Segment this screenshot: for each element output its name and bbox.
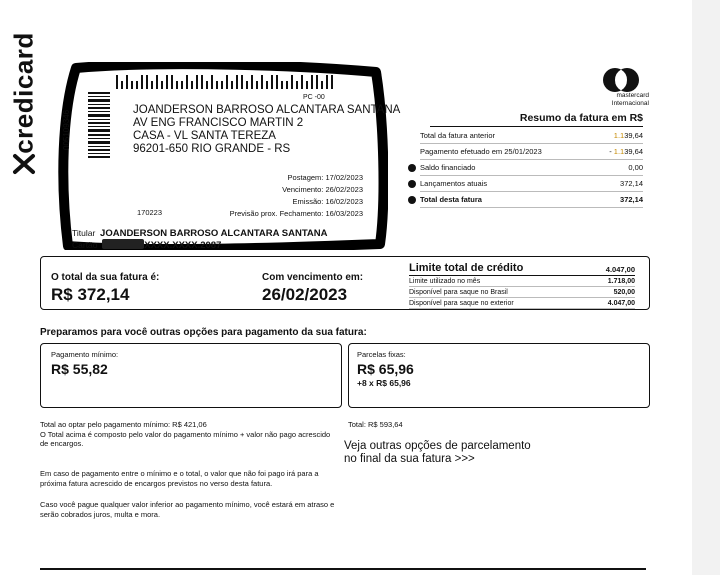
bullet-icon — [408, 196, 416, 204]
minimum-total-line: Total ao optar pelo pagamento mínimo: R$ 421,06 — [40, 420, 207, 429]
right-edge-band — [692, 0, 720, 575]
resumo-row — [420, 128, 643, 144]
card-number: XXXX.XXXX.2087 — [144, 240, 222, 251]
credit-limit-row-value: 520,00 — [613, 288, 635, 296]
resumo-row-value — [620, 195, 643, 204]
installments-total-text: Total: R$ 593,64 — [348, 420, 403, 429]
brand-block — [2, 8, 44, 178]
resumo-row-value — [628, 163, 643, 172]
bullet-icon — [408, 164, 416, 172]
resumo-table — [420, 128, 643, 208]
brand-name: credicard — [8, 32, 39, 154]
titular-name: JOANDERSON BARROSO ALCANTARA SANTANA — [100, 228, 328, 239]
bottom-divider — [40, 568, 646, 570]
resumo-row-label: Saldo financiado — [420, 163, 476, 172]
installments-label: Parcelas fixas: — [357, 350, 406, 359]
recipient-name: JOANDERSON BARROSO ALCANTARA SANTANA — [133, 104, 401, 116]
credit-limit-row — [409, 276, 635, 287]
address-line-2: CASA - VL SANTA TEREZA — [133, 130, 276, 142]
installments-sub: +8 x R$ 65,96 — [357, 378, 411, 388]
emissao-date: Emissão: 16/02/2023 — [292, 197, 363, 206]
options-heading: Preparamos para você outras opções para pagamento da sua fatura: — [40, 327, 367, 338]
value-rest: 39,64 — [624, 147, 643, 156]
credit-limit-row-label: Disponível para saque no Brasil — [409, 288, 508, 296]
postagem-date: Postagem: 17/02/2023 — [287, 173, 363, 182]
credit-limit-row-value: 4.047,00 — [607, 299, 635, 307]
credicard-logo-icon — [12, 152, 36, 176]
pc-code: PC -00 — [303, 94, 325, 101]
credit-limit-row — [409, 287, 635, 298]
mailing-address — [133, 104, 400, 156]
card-network-subtitle: Internacional — [611, 100, 649, 107]
credit-limit-panel — [409, 262, 635, 309]
resumo-row-label: Pagamento efetuado em 25/01/2023 — [420, 147, 542, 156]
due-date-label: Com vencimento em: — [262, 272, 364, 283]
minimum-total-text — [40, 420, 340, 449]
value-rest: 39,64 — [624, 131, 643, 140]
postal-barcode — [116, 73, 336, 89]
minimum-total-note: O Total acima é composto pelo valor do pagamento mínimo + valor não pago acrescido de encargos. — [40, 429, 331, 448]
side-barcode — [88, 92, 110, 158]
total-label: O total da sua fatura é: — [51, 272, 160, 283]
card-network-name: mastercard — [616, 92, 649, 99]
mastercard-logo-icon — [600, 66, 642, 94]
credit-limit-title: Limite total de crédito — [409, 262, 524, 274]
reference-code: 170223 — [137, 208, 163, 217]
resumo-row-value — [620, 179, 643, 188]
installments-value: R$ 65,96 — [357, 361, 414, 377]
more-options-line-1: Veja outras opções de parcelamento — [344, 440, 531, 452]
resumo-row — [420, 144, 643, 160]
address-line-3: 96201-650 RIO GRANDE - RS — [133, 143, 291, 155]
titular-label: Titular — [72, 228, 96, 238]
credit-limit-rows — [409, 276, 635, 309]
bullet-icon — [408, 180, 416, 188]
value-prefix: - — [609, 147, 614, 156]
credit-limit-row-label: Disponível para saque no exterior — [409, 299, 514, 307]
resumo-row-value — [614, 131, 643, 140]
resumo-title: Resumo da fatura em R$ — [430, 112, 643, 127]
credit-limit-total: 4.047,00 — [605, 265, 635, 274]
cartao-label: Cartão — [72, 240, 98, 250]
resumo-row — [420, 192, 643, 208]
credit-limit-title-row — [409, 262, 635, 276]
resumo-row-value — [609, 147, 643, 156]
redaction-mark — [102, 239, 144, 249]
more-options-text — [344, 440, 624, 466]
value-rest: 372,14 — [620, 179, 643, 188]
minimum-payment-label: Pagamento mínimo: — [51, 350, 119, 359]
vencimento-date: Vencimento: 26/02/2023 — [282, 185, 363, 194]
credit-limit-row — [409, 298, 635, 309]
more-options-line-2: no final da sua fatura >>> — [344, 453, 475, 465]
value-highlight: 1.1 — [613, 131, 625, 140]
credit-limit-row-value: 1.718,00 — [607, 277, 635, 285]
credit-limit-row-label: Limite utilizado no mês — [409, 277, 481, 285]
resumo-row — [420, 160, 643, 176]
value-rest: 0,00 — [628, 163, 643, 172]
document-number: 005109346 — [62, 109, 71, 150]
address-line-1: AV ENG FRANCISCO MARTIN 2 — [133, 117, 304, 129]
card-network — [586, 92, 649, 108]
resumo-row-label: Total desta fatura — [420, 195, 482, 204]
total-value: R$ 372,14 — [51, 285, 130, 304]
resumo-row — [420, 176, 643, 192]
note-between-payment: Em caso de pagamento entre o mínimo e o total, o valor que não foi pago irá para a próxima fatura acrescido de encargos previstos no verso desta fatura. — [40, 469, 319, 488]
mailing-dates — [200, 172, 363, 220]
due-date-value: 26/02/2023 — [262, 285, 348, 304]
card-holder — [72, 228, 328, 251]
resumo-row-label: Total da fatura anterior — [420, 131, 496, 140]
previsao-date: Previsão prox. Fechamento: 16/03/2023 — [229, 209, 363, 218]
value-rest: 372,14 — [620, 195, 643, 204]
note-below-minimum: Caso você pague qualquer valor inferior ao pagamento mínimo, você estará em atraso e serão cobrados juros, multa e mora. — [40, 500, 335, 519]
value-highlight: 1.1 — [613, 147, 625, 156]
minimum-payment-value: R$ 55,82 — [51, 361, 108, 377]
resumo-row-label: Lançamentos atuais — [420, 179, 488, 188]
